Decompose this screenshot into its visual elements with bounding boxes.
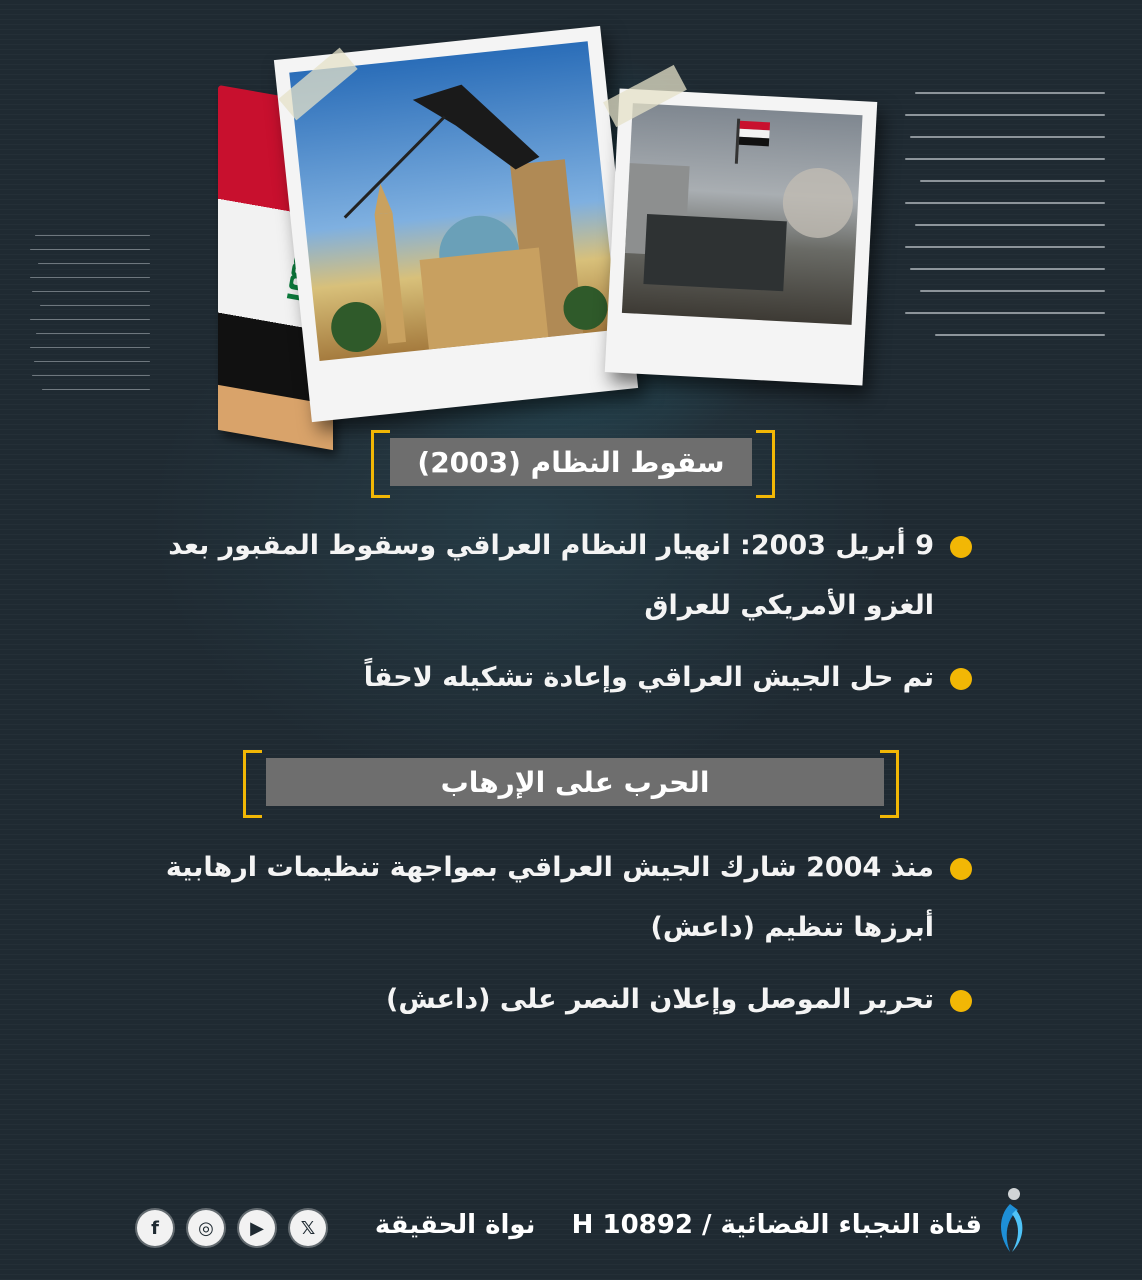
bullet-dot-icon: [950, 990, 972, 1012]
list-item-text: 9 أبريل 2003: انهيار النظام العراقي وسقوط المقبور بعد الغزو الأمريكي للعراق: [168, 530, 934, 621]
list-item: [142, 838, 972, 958]
footer-credits: [342, 1210, 982, 1240]
list-item-text: تحرير الموصل وإعلان النصر على (داعش): [386, 984, 934, 1015]
bullet-dot-icon: [950, 668, 972, 690]
channel-name: قناة النجباء الفضائية / H 10892: [571, 1210, 982, 1240]
channel-logo-icon: [990, 1186, 1030, 1256]
list-item: [142, 648, 972, 708]
section1-bullets: [142, 516, 972, 708]
section-title-war-on-terror: الحرب على الإرهاب: [266, 758, 884, 806]
list-item-text: تم حل الجيش العراقي وإعادة تشكيله لاحقاً: [363, 662, 934, 693]
handwritten-document-right: [905, 92, 1105, 356]
list-item: [142, 970, 972, 1030]
x-icon[interactable]: 𝕏: [290, 1210, 326, 1246]
heading-bracket: [371, 430, 390, 498]
list-item: [142, 516, 972, 636]
instagram-icon[interactable]: ◎: [188, 1210, 224, 1246]
channel-slogan: نواة الحقيقة: [374, 1210, 536, 1240]
footer: [0, 1190, 1142, 1270]
bullet-dot-icon: [950, 536, 972, 558]
heading-bracket: [243, 750, 262, 818]
youtube-icon[interactable]: ▶: [239, 1210, 275, 1246]
photo-military-vehicle: [605, 88, 878, 385]
facebook-icon[interactable]: f: [137, 1210, 173, 1246]
section2-bullets: [142, 838, 972, 1030]
section-title-regime-fall: سقوط النظام (2003): [390, 438, 752, 486]
list-item-text: منذ 2004 شارك الجيش العراقي بمواجهة تنظيمات ارهابية أبرزها تنظيم (داعش): [165, 852, 934, 943]
handwritten-document-left: [30, 235, 150, 403]
heading-bracket: [756, 430, 775, 498]
bullet-dot-icon: [950, 858, 972, 880]
